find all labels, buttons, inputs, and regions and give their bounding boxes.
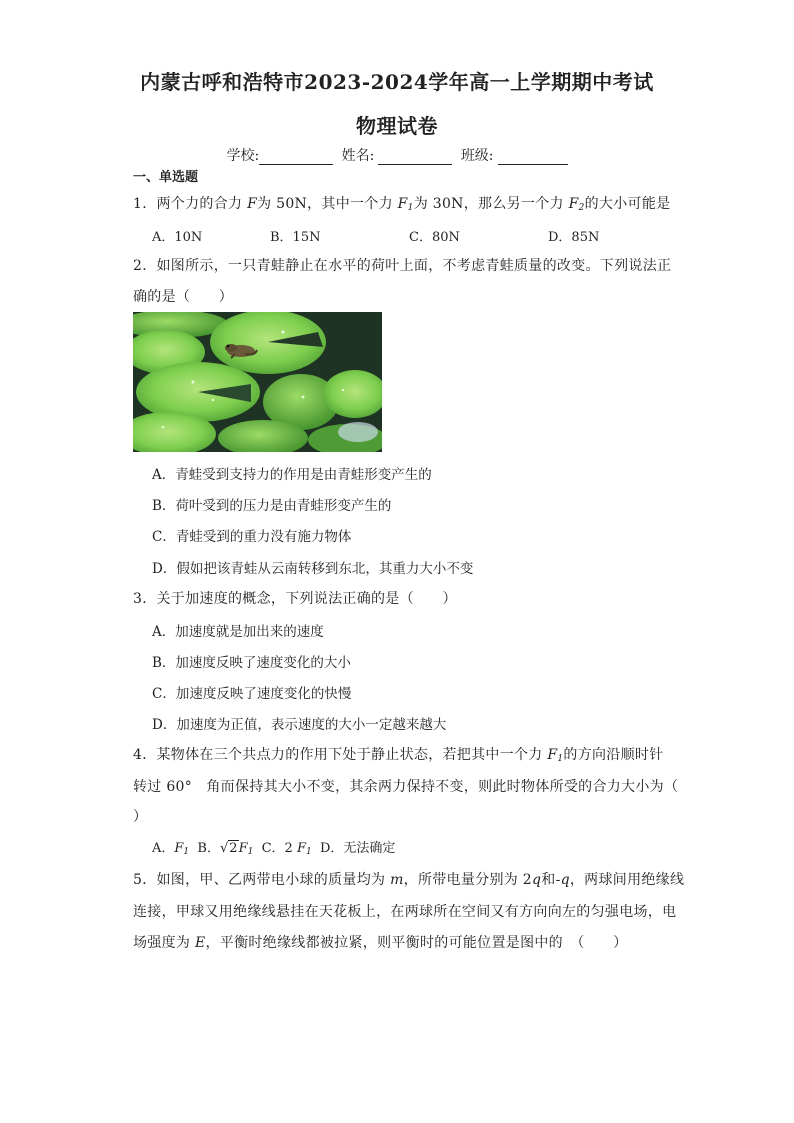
name-label: 姓名: — [341, 148, 375, 164]
question-4-stem-line1: 4．某物体在三个共点力的作用下处于静止状态，若把其中一个力 $F_1$的方向沿顺时针 — [133, 747, 664, 764]
option-c[interactable]: C．80N — [409, 230, 460, 245]
exam-title-line2: 物理试卷 — [356, 114, 438, 138]
option-d[interactable]: D．无法确定 — [319, 841, 396, 856]
question-2-stem-line1: 2．如图所示，一只青蛙静止在水平的荷叶上面，不考虑青蛙质量的改变。下列说法正 — [133, 258, 672, 274]
option-b[interactable]: B．$√2F_1$ — [197, 841, 254, 857]
question-2-option-a[interactable]: A．青蛙受到支持力的作用是由青蛙形变产生的 — [152, 467, 432, 483]
question-3-option-c[interactable]: C．加速度反映了速度变化的快慢 — [152, 686, 352, 702]
question-3-option-b[interactable]: B．加速度反映了速度变化的大小 — [152, 655, 351, 671]
name-blank — [378, 150, 452, 165]
student-info-row — [0, 145, 794, 165]
question-1-stem: 1．两个力的合力 F为 50N，其中一个力 $F_1$为 30N，那么另一个力 $F_2$的大小可能是 — [133, 196, 671, 213]
question-2-option-d[interactable]: D．假如把该青蛙从云南转移到东北，其重力大小不变 — [152, 561, 474, 577]
option-c[interactable]: C．2 $F_1$ — [261, 841, 312, 857]
option-b[interactable]: B．15N — [270, 230, 321, 245]
question-5-stem-line3: 场强度为 E，平衡时绝缘线都被拉紧，则平衡时的可能位置是图中的 （ ） — [133, 935, 628, 951]
question-3-option-a[interactable]: A．加速度就是加出来的速度 — [152, 624, 324, 640]
school-label: 学校: — [226, 148, 260, 164]
question-2-option-c[interactable]: C．青蛙受到的重力没有施力物体 — [152, 529, 352, 545]
question-4-options — [152, 837, 395, 857]
class-blank — [498, 150, 568, 165]
question-5-stem-line2: 连接，甲球又用绝缘线悬挂在天花板上，在两球所在空间又有方向向左的匀强电场，电 — [133, 904, 677, 920]
frog-on-lily-pad-photo — [133, 312, 382, 452]
class-label: 班级: — [460, 148, 494, 164]
question-3-stem: 3．关于加速度的概念，下列说法正确的是（ ） — [133, 591, 457, 607]
question-2-stem-line2: 确的是（ ） — [133, 289, 234, 305]
option-d[interactable]: D．85N — [548, 230, 600, 245]
section-heading: 一、单选题 — [133, 170, 199, 185]
question-4-stem-line2: 转过 60° 角而保持其大小不变，其余两力保持不变，则此时物体所受的合力大小为（ — [133, 779, 679, 795]
option-a[interactable]: A．$F_1$ — [152, 841, 190, 857]
question-3-option-d[interactable]: D．加速度为正值，表示速度的大小一定越来越大 — [152, 717, 447, 733]
option-a[interactable]: A．10N — [152, 230, 203, 245]
question-4-stem-line3: ） — [133, 809, 148, 825]
exam-title-line1: 内蒙古呼和浩特市2023-2024学年高一上学期期中考试 — [140, 70, 654, 94]
question-5-stem-line1: 5．如图，甲、乙两带电小球的质量均为 m，所带电量分别为 2q和-q，两球间用绝缘线 — [133, 872, 685, 888]
question-2-option-b[interactable]: B．荷叶受到的压力是由青蛙形变产生的 — [152, 498, 392, 514]
school-blank — [259, 150, 333, 165]
